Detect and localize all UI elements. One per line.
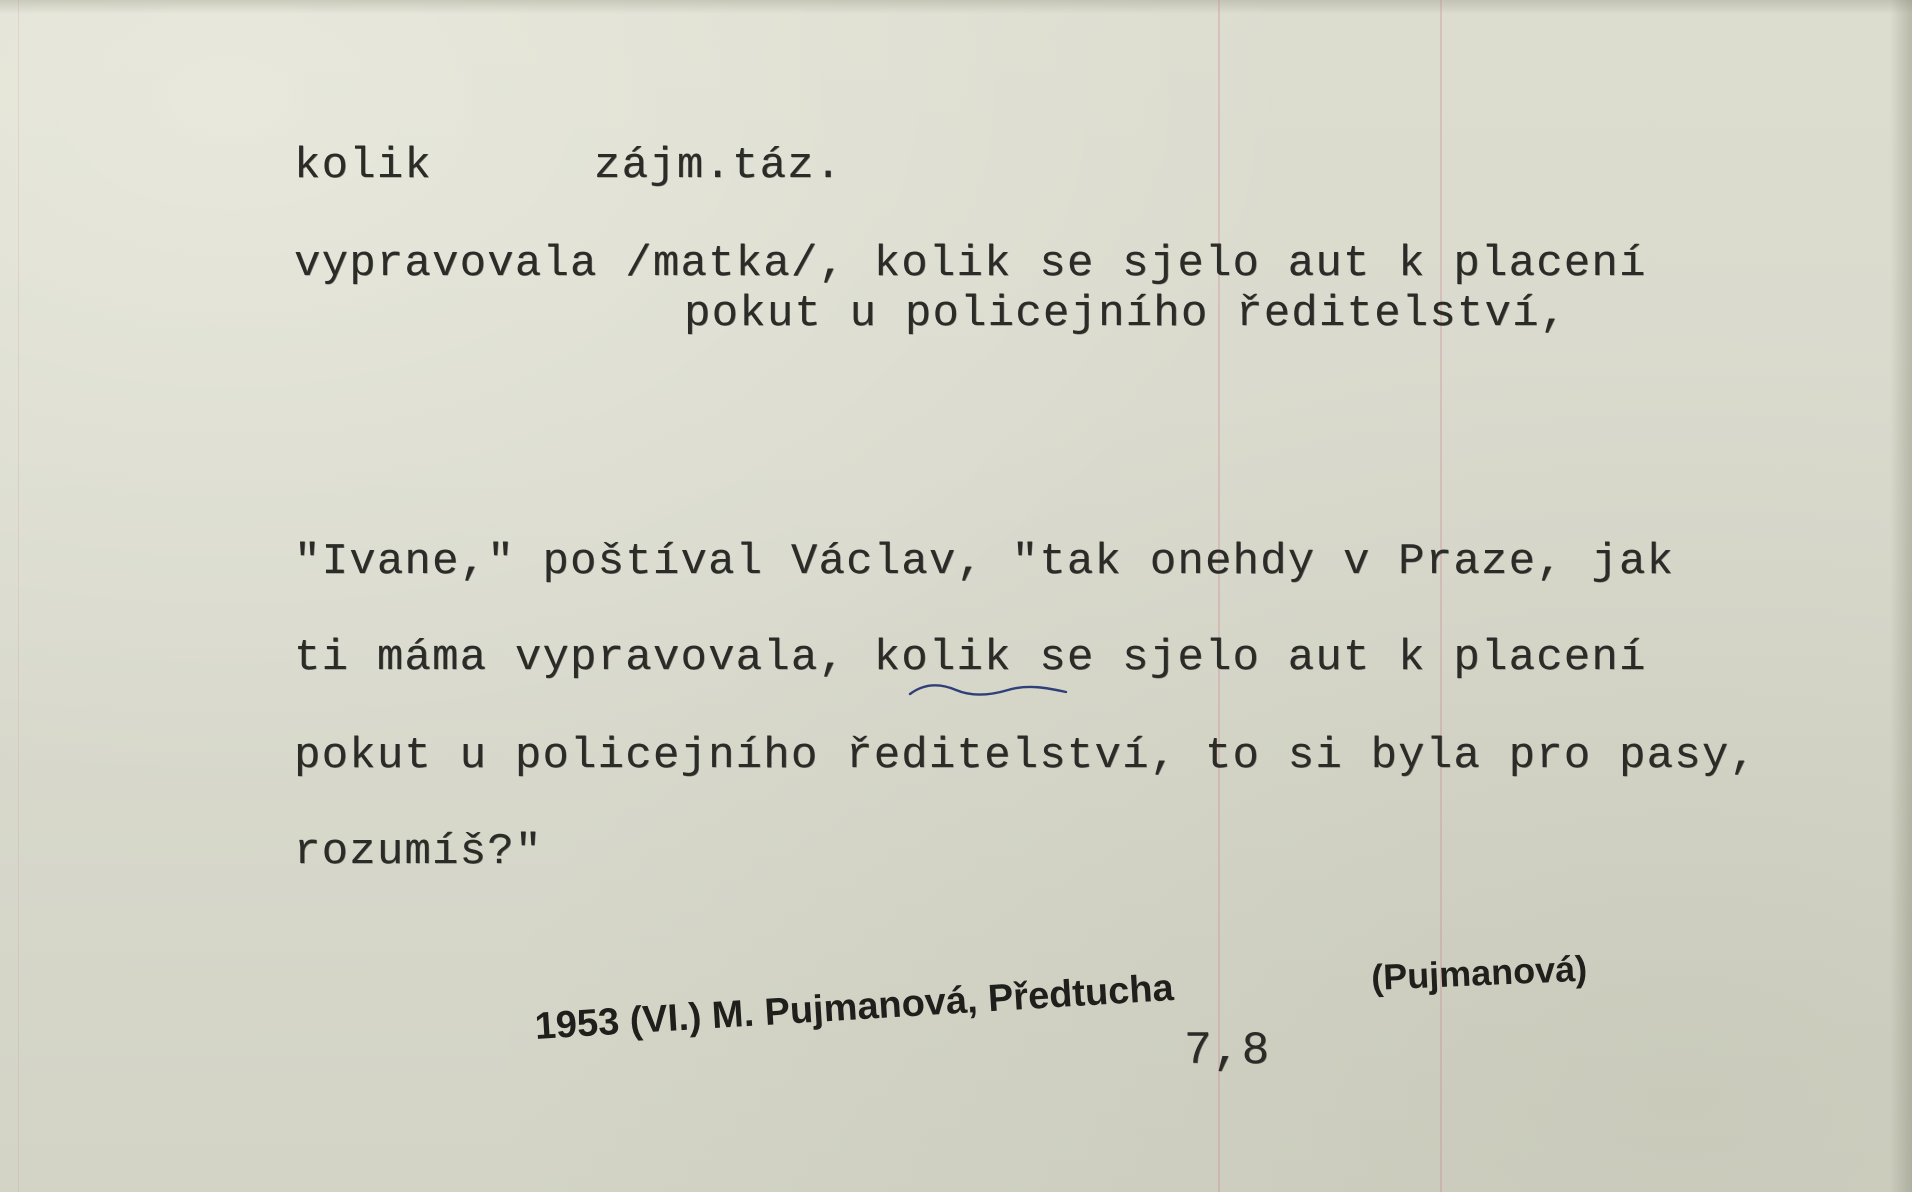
headword: kolik [294,141,433,191]
page-reference: 7,8 [1184,1025,1271,1077]
source-stamp: 1953 (VI.) M. Pujmanová, Předtucha [533,967,1175,1048]
card-top-shadow [0,0,1912,14]
margin-rule-right [1440,0,1442,1192]
quote-line-4: rozumíš?" [294,827,543,877]
quote-line-1: "Ivane," poštíval Václav, "tak onehdy v Praze, jak [294,537,1675,587]
quote-line-2: ti máma vypravovala, kolik se sjelo aut k placení [294,633,1647,683]
author-stamp: (Pujmanová) [1370,947,1588,998]
grammar-label: zájm.táz. [594,141,843,191]
excerpt-line-1: vypravovala /matka/, kolik se sjelo aut k placení [294,239,1647,289]
card-right-shadow [1890,0,1912,1192]
handwritten-underline [908,678,1068,708]
quote-line-3: pokut u policejního ředitelství, to si byla pro pasy, [294,731,1758,781]
margin-rule-center [1218,0,1220,1192]
margin-rule-left [18,0,19,1192]
excerpt-line-2: pokut u policejního ředitelství, [684,289,1568,339]
